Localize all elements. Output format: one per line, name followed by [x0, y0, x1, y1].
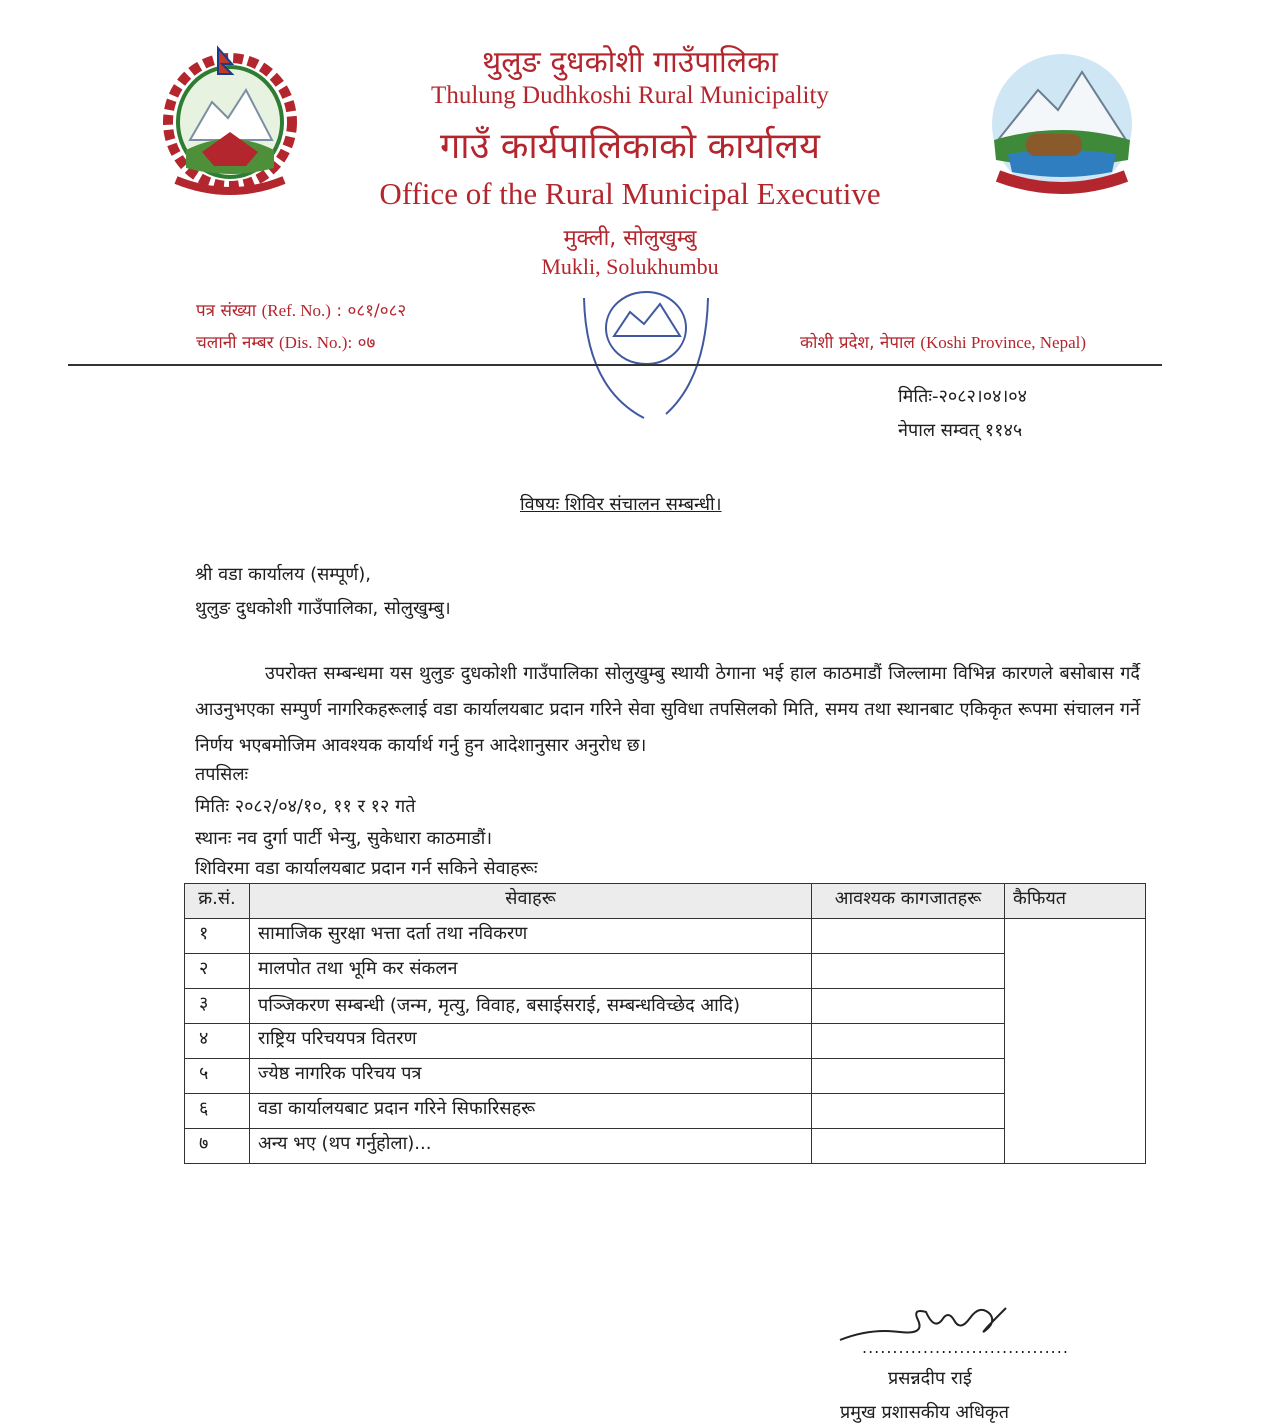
letter-subject: विषयः शिविर संचालन सम्बन्धी। [520, 494, 722, 515]
table-row [185, 954, 1146, 989]
signature-line: .................................. [862, 1338, 1069, 1357]
row-sn: ६ [185, 1094, 250, 1129]
row-documents [812, 1129, 1005, 1164]
row-documents [812, 1024, 1005, 1059]
address-nepali: मुक्ली, सोलुखुम्बु [563, 226, 697, 251]
row-service: वडा कार्यालयबाट प्रदान गरिने सिफारिसहरू [250, 1094, 812, 1129]
row-service: राष्ट्रिय परिचयपत्र वितरण [250, 1024, 812, 1059]
row-sn: ३ [185, 989, 250, 1024]
row-documents [812, 919, 1005, 954]
municipality-name-nepali: थुलुङ दुधकोशी गाउँपालिका [482, 45, 778, 80]
col-header-documents: आवश्यक कागजातहरू [812, 884, 1005, 919]
signatory-name: प्रसन्नदीप राई [888, 1368, 972, 1389]
office-name-nepali: गाउँ कार्यपालिकाको कार्यालय [440, 126, 820, 167]
row-service: अन्य भए (थप गर्नुहोला)... [250, 1129, 812, 1164]
row-service: मालपोत तथा भूमि कर संकलन [250, 954, 812, 989]
table-header-row [185, 884, 1146, 919]
municipality-logo [988, 50, 1136, 198]
province [800, 330, 1086, 353]
office-name-english: Office of the Rural Municipal Executive [379, 176, 881, 211]
addressee-line-1: श्री वडा कार्यालय (सम्पूर्ण), [195, 564, 372, 585]
ref-label-english: (Ref. No.) [261, 301, 331, 320]
table-row [185, 919, 1146, 954]
ref-label-nepali: पत्र संख्या [196, 301, 257, 321]
row-documents [812, 989, 1005, 1024]
row-sn: ४ [185, 1024, 250, 1059]
province-nepali: कोशी प्रदेश, नेपाल [800, 333, 915, 353]
dis-value: ०७ [357, 333, 376, 353]
address-english: Mukli, Solukhumbu [541, 254, 719, 279]
row-documents [812, 1094, 1005, 1129]
row-sn: १ [185, 919, 250, 954]
letter-body-text: उपरोक्त सम्बन्धमा यस थुलुङ दुधकोशी गाउँपालिका सोलुखुम्बु स्थायी ठेगाना भई हाल काठमाडौं जिल्लामा विभिन्न कारणले बसोबास गर्दै आउनुभएका सम्पुर्ण नागरिकहरूलाई वडा कार्यालयबाट प्रदान गरिने सेवा सुविधा तपसिलको मिति, समय तथा स्थानबाट एकिकृत रूपमा संचालन गर्ने निर्णय भएबमोजिम आवश्यक कार्यार्थ गर्नु हुन आदेशानुसार अनुरोध छ। [195, 663, 1140, 756]
table-row [185, 989, 1146, 1024]
nepal-emblem-logo [150, 40, 310, 200]
table-row [185, 1059, 1146, 1094]
col-header-remarks: कैफियत [1005, 884, 1146, 919]
addressee-line-2: थुलुङ दुधकोशी गाउँपालिका, सोलुखुम्बु। [195, 598, 451, 619]
nepal-samvat-date: नेपाल सम्वत् ११४५ [898, 420, 1023, 441]
row-sn: ५ [185, 1059, 250, 1094]
row-service: ज्येष्ठ नागरिक परिचय पत्र [250, 1059, 812, 1094]
row-sn: २ [185, 954, 250, 989]
row-service: पञ्जिकरण सम्बन्धी (जन्म, मृत्यु, विवाह, बसाईसराई, सम्बन्धविच्छेद आदि) [250, 989, 812, 1024]
table-row [185, 1129, 1146, 1164]
table-row [185, 1024, 1146, 1059]
letter-date: मितिः-२०८२।०४।०४ [898, 386, 1028, 407]
tapsil-label: तपसिलः [195, 764, 249, 785]
header-divider [68, 364, 1162, 366]
camp-venue-line: स्थानः नव दुर्गा पार्टी भेन्यु, सुकेधारा काठमाडौं। [195, 828, 493, 849]
camp-date-line: मितिः २०८२/०४/१०, ११ र १२ गते [195, 796, 416, 817]
dis-label-nepali: चलानी नम्बर [196, 333, 274, 353]
col-header-sn: क्र.सं. [185, 884, 250, 919]
services-intro: शिविरमा वडा कार्यालयबाट प्रदान गर्न सकिने सेवाहरूः [195, 858, 538, 879]
table-row [185, 1094, 1146, 1129]
row-sn: ७ [185, 1129, 250, 1164]
province-english: (Koshi Province, Nepal) [920, 333, 1087, 352]
remarks-cell [1005, 919, 1146, 1164]
services-table [184, 883, 1146, 1164]
ref-value: : ०८१/०८२ [336, 301, 407, 321]
col-header-services: सेवाहरू [250, 884, 812, 919]
dis-label-english: (Dis. No.): [279, 333, 353, 352]
row-documents [812, 1059, 1005, 1094]
row-service: सामाजिक सुरक्षा भत्ता दर्ता तथा नविकरण [250, 919, 812, 954]
municipality-name-english: Thulung Dudhkoshi Rural Municipality [431, 82, 829, 109]
signatory-designation: प्रमुख प्रशासकीय अधिकृत [840, 1402, 1009, 1423]
official-stamp [566, 268, 726, 438]
row-documents [812, 954, 1005, 989]
ref-number [196, 298, 406, 321]
dispatch-number [196, 330, 375, 353]
letter-body [195, 656, 1140, 764]
